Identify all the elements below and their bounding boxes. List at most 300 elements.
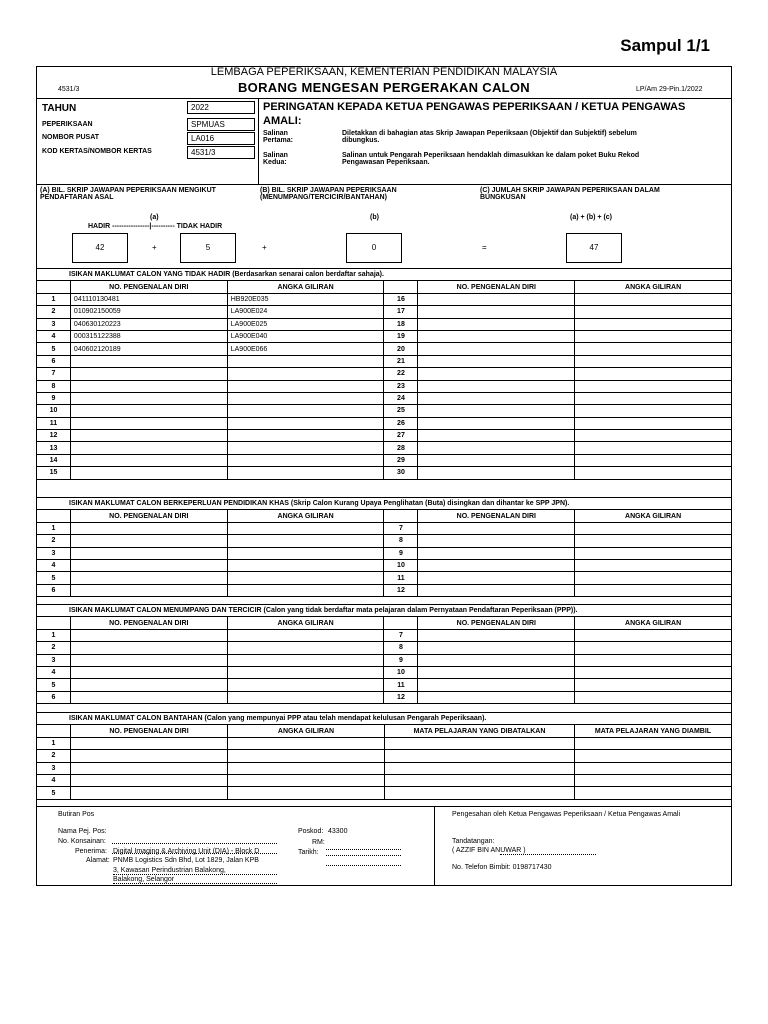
row-number: 19: [384, 330, 418, 342]
row-number: 5: [37, 679, 71, 691]
count-c-label: (C) JUMLAH SKRIP JAWAPAN PEPERIKSAAN DALAM BUNGKUSAN: [480, 187, 660, 201]
table-row: [37, 343, 732, 355]
table-row: [37, 679, 732, 691]
row-number: 24: [384, 392, 418, 404]
row-number: 7: [37, 368, 71, 380]
column-header: ANGKA GILIRAN: [575, 281, 732, 293]
row-number: 3: [37, 547, 71, 559]
row-number: 1: [37, 293, 71, 305]
index-number-cell[interactable]: [227, 392, 384, 404]
ic-number-cell[interactable]: [71, 737, 228, 749]
index-number-cell[interactable]: [575, 572, 732, 584]
nombor-pusat-label: NOMBOR PUSAT: [42, 134, 100, 141]
table-row: [37, 737, 732, 749]
index-number-cell[interactable]: HB920E035: [227, 293, 384, 305]
ic-number-cell[interactable]: [70, 666, 227, 678]
ic-number-cell[interactable]: [418, 522, 575, 534]
ic-number-cell[interactable]: [70, 368, 227, 380]
ic-number-cell[interactable]: [418, 430, 575, 442]
index-number-cell[interactable]: LA900E040: [227, 330, 384, 342]
table-row: [37, 584, 732, 596]
index-number-cell[interactable]: [575, 522, 732, 534]
alamat-label: Alamat:: [86, 857, 110, 864]
kod-kertas-label: KOD KERTAS/NOMBOR KERTAS: [42, 148, 152, 155]
index-number-cell[interactable]: [575, 679, 732, 691]
column-header: MATA PELAJARAN YANG DIAMBIL: [575, 725, 732, 737]
row-number: 12: [37, 430, 71, 442]
index-number-cell[interactable]: [575, 584, 732, 596]
tarikh-field[interactable]: [326, 848, 401, 866]
ic-number-cell[interactable]: [418, 355, 575, 367]
ic-number-cell[interactable]: [418, 417, 575, 429]
ic-number-cell[interactable]: 041110130481: [70, 293, 227, 305]
row-number: 30: [384, 467, 418, 479]
hadir-field[interactable]: 42: [72, 233, 128, 263]
row-number: 10: [37, 405, 71, 417]
ic-number-cell[interactable]: [70, 405, 227, 417]
index-number-cell[interactable]: [227, 691, 384, 703]
plus-sign: +: [152, 243, 157, 252]
column-header: ANGKA GILIRAN: [227, 617, 384, 629]
table-row: [37, 318, 732, 330]
row-number: 14: [37, 454, 71, 466]
row-number: 12: [384, 691, 418, 703]
index-number-cell[interactable]: [575, 306, 732, 318]
cancelled-subjects-cell[interactable]: [385, 737, 575, 749]
index-number-cell[interactable]: [575, 629, 732, 641]
equals-sign: =: [482, 243, 487, 252]
kod-kertas-field[interactable]: 4531/3: [187, 146, 255, 159]
row-number: 8: [384, 642, 418, 654]
row-number: 9: [384, 654, 418, 666]
row-number: 6: [37, 691, 71, 703]
ic-number-cell[interactable]: [418, 343, 575, 355]
ic-number-cell[interactable]: [418, 584, 575, 596]
row-number: 4: [37, 666, 71, 678]
special-needs-table: [36, 497, 732, 597]
peperiksaan-field[interactable]: SPMUAS: [187, 118, 255, 131]
ic-number-cell[interactable]: [418, 306, 575, 318]
ic-number-cell[interactable]: 000315122388: [70, 330, 227, 342]
row-number: 27: [384, 430, 418, 442]
table-row: [37, 417, 732, 429]
table-header-row: [37, 281, 732, 293]
index-number-cell[interactable]: [228, 737, 385, 749]
ic-number-cell[interactable]: [418, 454, 575, 466]
index-number-cell[interactable]: [227, 547, 384, 559]
index-number-cell[interactable]: [575, 467, 732, 479]
ic-number-cell[interactable]: [70, 454, 227, 466]
table-row: [37, 547, 732, 559]
row-number: 4: [37, 330, 71, 342]
table-row: [37, 380, 732, 392]
row-number-header: [384, 281, 418, 293]
ic-number-cell[interactable]: [70, 691, 227, 703]
table-row: [37, 293, 732, 305]
poskod-value: 43300: [328, 828, 348, 835]
ic-number-cell[interactable]: [418, 572, 575, 584]
index-number-cell[interactable]: [228, 750, 385, 762]
tahun-field[interactable]: 2022: [187, 101, 255, 114]
ic-number-cell[interactable]: [418, 330, 575, 342]
ic-number-cell[interactable]: [70, 547, 227, 559]
ic-number-cell[interactable]: [70, 654, 227, 666]
table-header-row: [37, 617, 732, 629]
ic-number-cell[interactable]: 040630120223: [70, 318, 227, 330]
column-header: NO. PENGENALAN DIRI: [70, 617, 227, 629]
row-number: 22: [384, 368, 418, 380]
index-number-cell[interactable]: [575, 330, 732, 342]
ic-number-cell[interactable]: [418, 442, 575, 454]
row-number: 7: [384, 629, 418, 641]
row-number: 20: [384, 343, 418, 355]
section-title: ISIKAN MAKLUMAT CALON MENUMPANG DAN TERCICIR (Calon yang tidak berdaftar mata pelajaran dalam Pernyataan Pendaftaran Peperiksaan (PPP)).: [37, 605, 732, 617]
ic-number-cell[interactable]: [70, 559, 227, 571]
row-number: 11: [384, 679, 418, 691]
tandatangan-label: Tandatangan:: [452, 838, 495, 845]
index-number-cell[interactable]: [575, 368, 732, 380]
index-number-cell[interactable]: [227, 535, 384, 547]
row-number: 12: [384, 584, 418, 596]
salinan-pertama-label: Salinan Pertama:: [263, 130, 293, 144]
row-number-header: [37, 510, 71, 522]
table-row: [37, 330, 732, 342]
tahun-label: TAHUN: [42, 103, 77, 114]
table-row: [37, 442, 732, 454]
ic-number-cell[interactable]: [418, 293, 575, 305]
ic-number-cell[interactable]: [418, 392, 575, 404]
ic-number-cell[interactable]: [418, 654, 575, 666]
ic-number-cell[interactable]: [418, 405, 575, 417]
nama-pejabat-label: Nama Pej. Pos:: [58, 828, 107, 835]
count-b-field[interactable]: 0: [346, 233, 402, 263]
index-number-cell[interactable]: [227, 679, 384, 691]
ic-number-cell[interactable]: [418, 380, 575, 392]
hadir-label: HADIR ----------------|---------- TIDAK HADIR: [88, 223, 223, 230]
table-row: [37, 666, 732, 678]
row-number: 21: [384, 355, 418, 367]
row-number: 4: [37, 559, 71, 571]
index-number-cell[interactable]: LA900E024: [227, 306, 384, 318]
row-number-header: [37, 281, 71, 293]
index-number-cell[interactable]: [575, 343, 732, 355]
index-number-cell[interactable]: [575, 392, 732, 404]
index-number-cell[interactable]: [227, 572, 384, 584]
alamat-line-3: Balakong, Selangor: [113, 876, 277, 884]
count-a-label: (A) BIL. SKRIP JAWAPAN PEPERIKSAAN MENGIKUT PENDAFTARAN ASAL: [40, 187, 216, 201]
ic-number-cell[interactable]: 010902150059: [70, 306, 227, 318]
notice-title: PERINGATAN KEPADA KETUA PENGAWAS PEPERIKSAAN / KETUA PENGAWAS AMALI:: [263, 101, 686, 127]
index-number-cell[interactable]: [227, 430, 384, 442]
index-number-cell[interactable]: [575, 430, 732, 442]
row-number: 1: [37, 737, 71, 749]
form-title: BORANG MENGESAN PERGERAKAN CALON: [237, 80, 530, 95]
index-number-cell[interactable]: [575, 654, 732, 666]
index-number-cell[interactable]: [227, 368, 384, 380]
row-number: 13: [37, 442, 71, 454]
ic-number-cell[interactable]: [70, 392, 227, 404]
ic-number-cell[interactable]: [418, 318, 575, 330]
row-number: 9: [37, 392, 71, 404]
section-title: ISIKAN MAKLUMAT CALON YANG TIDAK HADIR (Berdasarkan senarai calon berdaftar sahaja).: [37, 269, 732, 281]
ic-number-cell[interactable]: [70, 380, 227, 392]
ic-number-cell[interactable]: [71, 774, 228, 786]
row-number: 10: [384, 559, 418, 571]
index-number-cell[interactable]: [227, 642, 384, 654]
index-number-cell[interactable]: [575, 691, 732, 703]
row-number: 10: [384, 666, 418, 678]
absent-table: [36, 268, 732, 480]
table-header-row: [37, 725, 732, 737]
row-number: 4: [37, 774, 71, 786]
index-number-cell[interactable]: [227, 584, 384, 596]
count-b-label: (B) BIL. SKRIP JAWAPAN PEPERIKSAAN (MENUMPANG/TERCICIR/BANTAHAN): [260, 187, 397, 201]
table-row: [37, 691, 732, 703]
count-b-sub: (b): [370, 214, 379, 221]
ic-number-cell[interactable]: [71, 750, 228, 762]
cancelled-subjects-cell[interactable]: [385, 750, 575, 762]
tidak-hadir-field[interactable]: 5: [180, 233, 236, 263]
ic-number-cell[interactable]: [70, 584, 227, 596]
row-number: 23: [384, 380, 418, 392]
table-row: [37, 368, 732, 380]
section-title: ISIKAN MAKLUMAT CALON BANTAHAN (Calon yang mempunyai PPP atau telah mendapat kelulusan Pengarah Peperiksaan).: [37, 713, 732, 725]
column-header: ANGKA GILIRAN: [575, 617, 732, 629]
transfer-table: [36, 604, 732, 704]
table-row: [37, 522, 732, 534]
penerima-label: Penerima:: [75, 848, 107, 855]
salinan-kedua-text: Salinan untuk Pengarah Peperiksaan hendaklah dimasukkan ke dalam poket Buku Rekod Pengawasan Peperiksaan.: [342, 152, 640, 166]
row-number-header: [37, 725, 71, 737]
table-row: [37, 774, 732, 786]
index-number-cell[interactable]: LA900E066: [227, 343, 384, 355]
ic-number-cell[interactable]: [70, 355, 227, 367]
penerima-value: Digital Imaging & Archiving Unit (DIA) - Block D: [113, 848, 260, 855]
section-title-row: [37, 605, 732, 617]
row-number: 5: [37, 343, 71, 355]
table-row: [37, 750, 732, 762]
ic-number-cell[interactable]: [418, 691, 575, 703]
index-number-cell[interactable]: [575, 405, 732, 417]
index-number-cell[interactable]: [575, 642, 732, 654]
index-number-cell[interactable]: [227, 417, 384, 429]
taken-subjects-cell[interactable]: [575, 750, 732, 762]
row-number-header: [37, 617, 71, 629]
ic-number-cell[interactable]: [70, 467, 227, 479]
row-number: 3: [37, 654, 71, 666]
index-number-cell[interactable]: [227, 442, 384, 454]
row-number-header: [384, 617, 418, 629]
index-number-cell[interactable]: [575, 442, 732, 454]
row-number-header: [384, 510, 418, 522]
index-number-cell[interactable]: [575, 454, 732, 466]
ic-number-cell[interactable]: [70, 430, 227, 442]
row-number: 8: [384, 535, 418, 547]
taken-subjects-cell[interactable]: [575, 774, 732, 786]
index-number-cell[interactable]: [575, 380, 732, 392]
ic-number-cell[interactable]: [418, 629, 575, 641]
objection-table: [36, 712, 732, 800]
signatory-name: ( AZZIF BIN ANUWAR ): [452, 847, 526, 854]
section-title-row: [37, 269, 732, 281]
column-header: NO. PENGENALAN DIRI: [418, 510, 575, 522]
table-row: [37, 572, 732, 584]
row-number: 6: [37, 355, 71, 367]
index-number-cell[interactable]: [227, 559, 384, 571]
index-number-cell[interactable]: [575, 318, 732, 330]
index-number-cell[interactable]: [228, 762, 385, 774]
row-number: 2: [37, 750, 71, 762]
row-number: 7: [384, 522, 418, 534]
row-number: 2: [37, 535, 71, 547]
table-row: [37, 629, 732, 641]
index-number-cell[interactable]: [227, 522, 384, 534]
ic-number-cell[interactable]: [418, 679, 575, 691]
table-row: [37, 654, 732, 666]
row-number: 1: [37, 522, 71, 534]
row-number: 17: [384, 306, 418, 318]
ic-number-cell[interactable]: [70, 629, 227, 641]
section-title-row: [37, 498, 732, 510]
index-number-cell[interactable]: [227, 454, 384, 466]
index-number-cell[interactable]: [227, 666, 384, 678]
row-number: 6: [37, 584, 71, 596]
row-number: 25: [384, 405, 418, 417]
cancelled-subjects-cell[interactable]: [385, 762, 575, 774]
row-number: 2: [37, 642, 71, 654]
count-a-sub: (a): [150, 214, 159, 221]
row-number: 1: [37, 629, 71, 641]
count-c-sub: (a) + (b) + (c): [570, 214, 613, 221]
row-number: 11: [37, 417, 71, 429]
ic-number-cell[interactable]: [71, 762, 228, 774]
table-row: [37, 454, 732, 466]
column-header: ANGKA GILIRAN: [227, 510, 384, 522]
row-number: 15: [37, 467, 71, 479]
column-header: NO. PENGENALAN DIRI: [70, 510, 227, 522]
column-header: NO. PENGENALAN DIRI: [418, 281, 575, 293]
table-row: [37, 559, 732, 571]
cancelled-subjects-cell[interactable]: [385, 787, 575, 799]
index-number-cell[interactable]: [228, 787, 385, 799]
ic-number-cell[interactable]: [70, 442, 227, 454]
table-row: [37, 467, 732, 479]
index-number-cell[interactable]: [227, 355, 384, 367]
ic-number-cell[interactable]: [70, 679, 227, 691]
row-number: 5: [37, 572, 71, 584]
ic-number-cell[interactable]: [71, 787, 228, 799]
taken-subjects-cell[interactable]: [575, 787, 732, 799]
index-number-cell[interactable]: [227, 654, 384, 666]
peperiksaan-label: PEPERIKSAAN: [42, 121, 93, 128]
total-field[interactable]: 47: [566, 233, 622, 263]
phone-number: No. Telefon Bimbit: 0198717430: [452, 864, 552, 871]
taken-subjects-cell[interactable]: [575, 762, 732, 774]
column-header: NO. PENGENALAN DIRI: [71, 725, 228, 737]
cancelled-subjects-cell[interactable]: [385, 774, 575, 786]
table-row: [37, 306, 732, 318]
pengesahan-title: Pengesahan oleh Ketua Pengawas Peperiksaan / Ketua Pengawas Amali: [452, 811, 681, 818]
ic-number-cell[interactable]: [70, 417, 227, 429]
tarikh-label: Tarikh:: [298, 849, 319, 856]
salinan-kedua-label: Salinan Kedua:: [263, 152, 288, 166]
form-code: LP/Am 29-Pin.1/2022: [636, 86, 703, 93]
ic-number-cell[interactable]: [70, 522, 227, 534]
row-number: 3: [37, 318, 71, 330]
alamat-value: PNMB Logistics Sdn Bhd, Lot 1829, Jalan KPB: [113, 857, 259, 864]
index-number-cell[interactable]: [575, 293, 732, 305]
index-number-cell[interactable]: [227, 380, 384, 392]
index-number-cell[interactable]: [575, 547, 732, 559]
column-header: MATA PELAJARAN YANG DIBATALKAN: [385, 725, 575, 737]
table-row: [37, 535, 732, 547]
envelope-label: Sampul 1/1: [620, 36, 710, 55]
table-row: [37, 430, 732, 442]
taken-subjects-cell[interactable]: [575, 737, 732, 749]
table-row: [37, 405, 732, 417]
table-row: [37, 787, 732, 799]
column-header: NO. PENGENALAN DIRI: [70, 281, 227, 293]
table-row: [37, 762, 732, 774]
salinan-pertama-text: Diletakkan di bahagian atas Skrip Jawapan Peperiksaan (Objektif dan Subjektif) sebelum dibungkus.: [342, 130, 637, 144]
ic-number-cell[interactable]: [418, 368, 575, 380]
index-number-cell[interactable]: LA900E025: [227, 318, 384, 330]
table-header-row: [37, 510, 732, 522]
index-number-cell[interactable]: [575, 559, 732, 571]
plus-sign: +: [262, 243, 267, 252]
table-row: [37, 642, 732, 654]
ic-number-cell[interactable]: [418, 559, 575, 571]
row-number: 26: [384, 417, 418, 429]
ic-number-cell[interactable]: [418, 642, 575, 654]
index-number-cell[interactable]: [575, 417, 732, 429]
ic-number-cell[interactable]: 040602120189: [70, 343, 227, 355]
rm-label: RM:: [312, 839, 325, 846]
row-number: 11: [384, 572, 418, 584]
ic-number-cell[interactable]: [418, 666, 575, 678]
index-number-cell[interactable]: [227, 405, 384, 417]
ic-number-cell[interactable]: [70, 572, 227, 584]
row-number: 29: [384, 454, 418, 466]
section-title: ISIKAN MAKLUMAT CALON BERKEPERLUAN PENDIDIKAN KHAS (Skrip Calon Kurang Upaya Penglihatan (Buta) disingkan dan dihantar ke SPP JPN).: [37, 498, 732, 510]
index-number-cell[interactable]: [575, 535, 732, 547]
row-number: 9: [384, 547, 418, 559]
ic-number-cell[interactable]: [418, 535, 575, 547]
index-number-cell[interactable]: [575, 355, 732, 367]
index-number-cell[interactable]: [575, 666, 732, 678]
index-number-cell[interactable]: [227, 467, 384, 479]
column-header: NO. PENGENALAN DIRI: [418, 617, 575, 629]
ic-number-cell[interactable]: [418, 547, 575, 559]
nombor-pusat-field[interactable]: LA016: [187, 132, 255, 145]
row-number: 2: [37, 306, 71, 318]
konsainan-label: No. Konsainan:: [58, 838, 106, 845]
table-row: [37, 392, 732, 404]
row-number: 28: [384, 442, 418, 454]
index-number-cell[interactable]: [228, 774, 385, 786]
ic-number-cell[interactable]: [70, 535, 227, 547]
ic-number-cell[interactable]: [418, 467, 575, 479]
poskod-label: Poskod:: [298, 828, 324, 835]
agency-name: LEMBAGA PEPERIKSAAN, KEMENTERIAN PENDIDIKAN MALAYSIA: [210, 66, 558, 78]
pos-title: Butiran Pos: [58, 811, 95, 818]
ic-number-cell[interactable]: [70, 642, 227, 654]
paper-code: 4531/3: [58, 86, 80, 93]
alamat-line-2: 3, Kawasan Perindustrian Balakong,: [113, 867, 277, 875]
index-number-cell[interactable]: [227, 629, 384, 641]
table-row: [37, 355, 732, 367]
column-header: ANGKA GILIRAN: [228, 725, 385, 737]
